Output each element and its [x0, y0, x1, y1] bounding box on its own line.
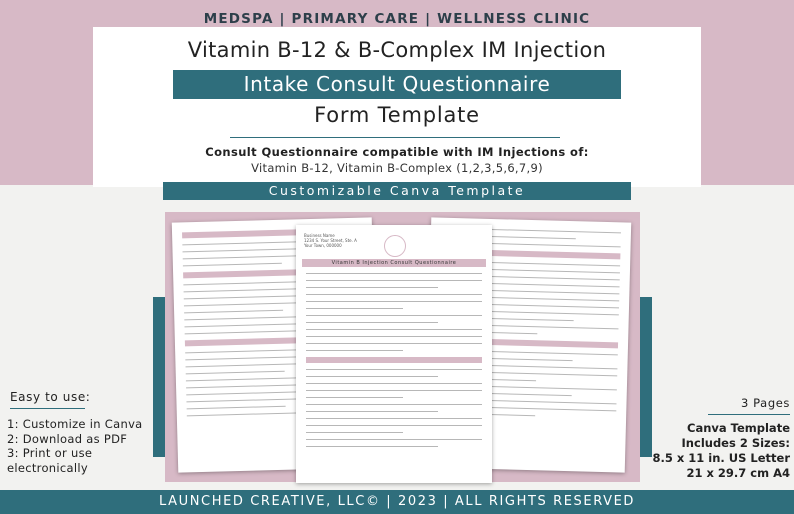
ease-item: 2: Download as PDF: [7, 431, 128, 446]
ease-list: [7, 417, 157, 475]
title-line-1: Vitamin B-12 & B-Complex IM Injection: [187, 38, 607, 62]
tagline: MEDSPA | PRIMARY CARE | WELLNESS CLINIC: [203, 11, 591, 27]
ease-item: electronically: [7, 460, 88, 475]
info-line: 21 x 29.7 cm A4: [686, 466, 790, 480]
subtitle-bold: Consult Questionnaire compatible with IM Injections of:: [205, 145, 589, 159]
page-count: 3 Pages: [740, 396, 790, 410]
info-line: Includes 2 Sizes:: [681, 436, 790, 450]
title-line-2: Intake Consult Questionnaire: [173, 70, 621, 99]
ease-title: Easy to use:: [10, 390, 91, 404]
title-line-3: Form Template: [314, 103, 480, 127]
form-title: Vitamin B Injection Consult Questionnaire: [331, 260, 457, 266]
business-city: Your Town, 000000: [304, 243, 342, 248]
ease-item: 3: Print or use: [7, 446, 93, 460]
info-underline: [708, 414, 790, 415]
form-page-center: [296, 225, 492, 483]
business-info: [304, 233, 357, 248]
ease-underline: [10, 408, 85, 409]
canva-banner: Customizable Canva Template: [163, 182, 631, 200]
ease-item: 1: Customize in Canva: [7, 417, 143, 431]
business-name: Business Name: [304, 233, 335, 238]
form-lines: [306, 273, 482, 453]
footer: LAUNCHED CREATIVE, LLC© | 2023 | ALL RIGHTS RESERVED: [0, 490, 794, 514]
subtitle-detail: Vitamin B-12, Vitamin B-Complex (1,2,3,5,6,7,9): [251, 161, 543, 175]
form-title-band: [302, 259, 486, 267]
business-address: 1234 S. Your Street, Ste. A: [304, 238, 357, 243]
info-line: 8.5 x 11 in. US Letter: [652, 451, 790, 465]
divider: [230, 137, 560, 138]
info-line: Canva Template: [687, 421, 790, 435]
logo-icon: [384, 235, 406, 257]
size-info: [630, 421, 790, 481]
